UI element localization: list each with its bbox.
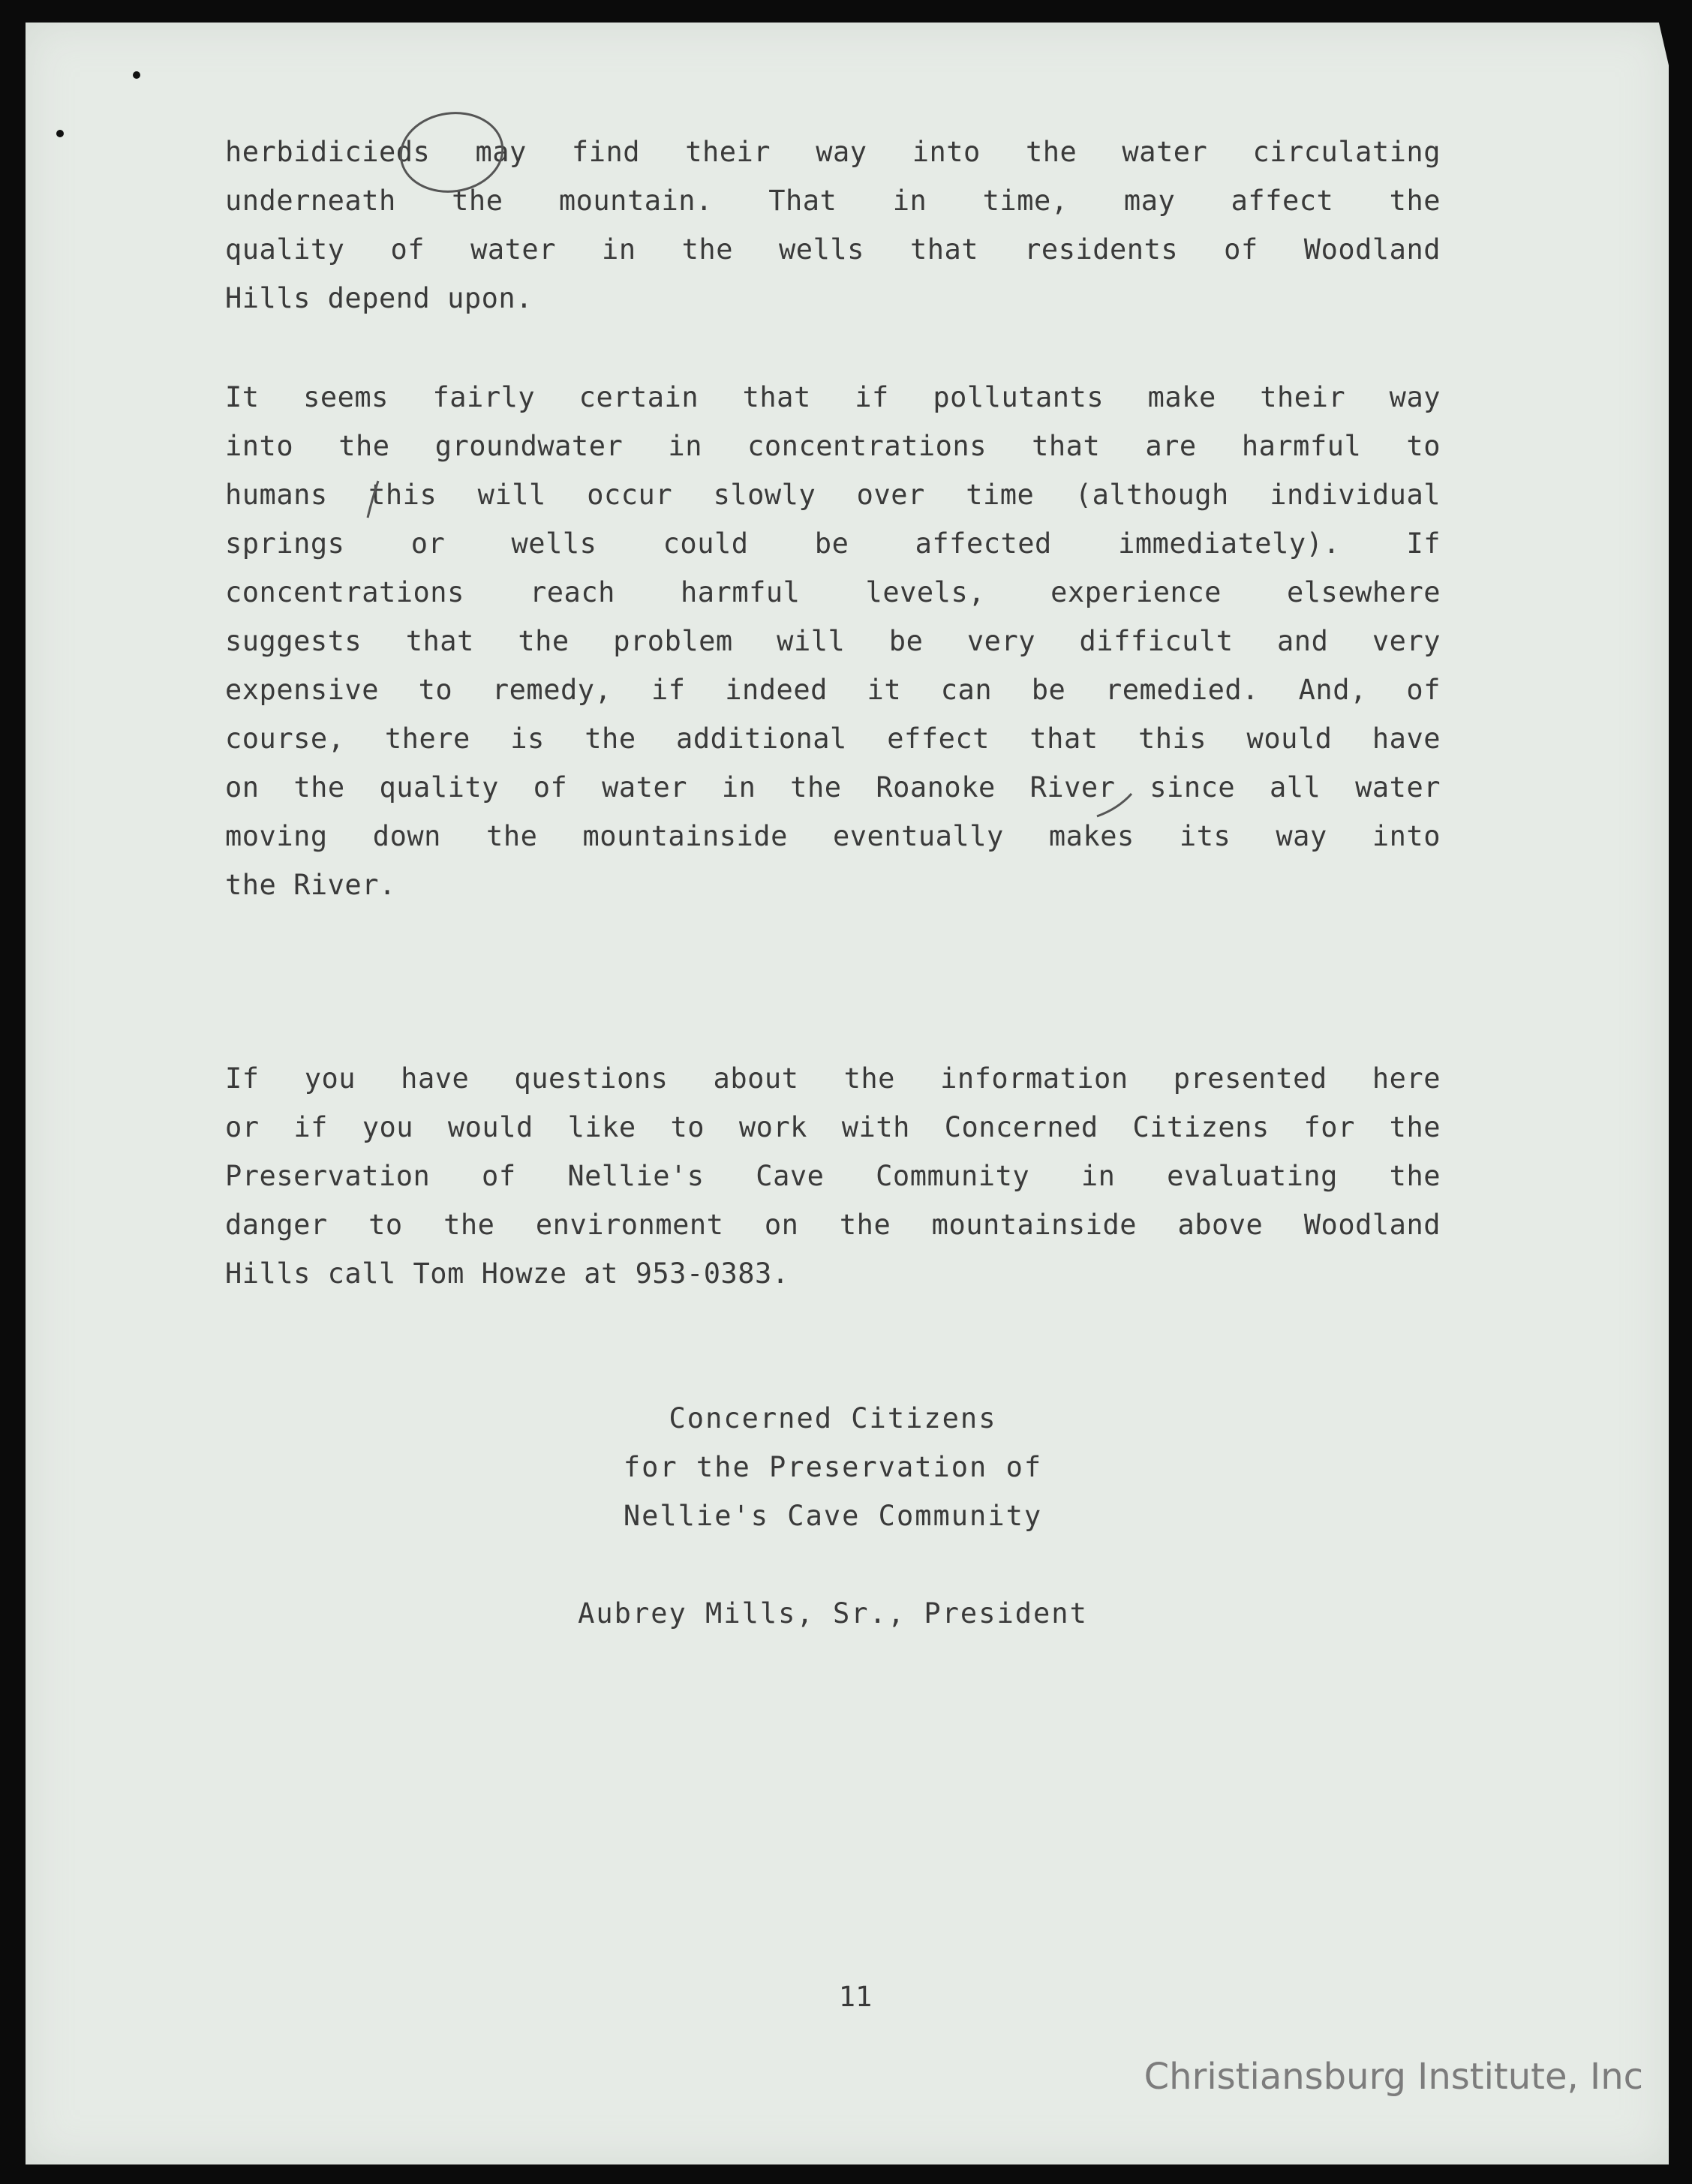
paragraph-1-line: Hills depend upon. (225, 282, 533, 314)
paragraph-2-line: the River. (225, 869, 396, 901)
paragraph-3-line: danger to the environment on the mountainside above Woodland (225, 1209, 1441, 1241)
paragraph-1-line: underneath the mountain. That in time, may affect the (225, 185, 1441, 217)
paragraph-3-line: If you have questions about the information presented here (225, 1062, 1441, 1095)
paragraph-2-line: springs or wells could be affected immediately). If (225, 527, 1441, 560)
organization-name-line: Concerned Citizens (669, 1402, 997, 1434)
paragraph-3-line: Hills call Tom Howze at 953-0383. (225, 1257, 789, 1290)
paragraph-2 (225, 373, 1441, 909)
paragraph-2-line: expensive to remedy, if indeed it can be remedied. And, of (225, 674, 1441, 706)
signer-line: Aubrey Mills, Sr., President (578, 1597, 1088, 1630)
organization-name-line: Nellie's Cave Community (623, 1500, 1043, 1532)
paragraph-3-line: or if you would like to work with Concerned Citizens for the (225, 1111, 1441, 1143)
paragraph-2-line: moving down the mountainside eventually makes its way into (225, 820, 1441, 852)
page-number: 11 (838, 1981, 873, 2013)
paragraph-3 (225, 1054, 1441, 1298)
watermark: Christiansburg Institute, Inc (1144, 2056, 1643, 2098)
signature-block (225, 1394, 1441, 1638)
paragraph-2-line: course, there is the additional effect that this would have (225, 722, 1441, 755)
paragraph-2-line: suggests that the problem will be very difficult and very (225, 625, 1441, 657)
paragraph-1-line: quality of water in the wells that residents of Woodland (225, 233, 1441, 266)
paragraph-1 (225, 128, 1441, 323)
organization-name-line: for the Preservation of (623, 1451, 1043, 1483)
paragraph-2-line: on the quality of water in the Roanoke River since all water (225, 771, 1441, 804)
paragraph-3-line: Preservation of Nellie's Cave Community in evaluating the (225, 1160, 1441, 1192)
paragraph-2-line: It seems fairly certain that if pollutants make their way (225, 381, 1441, 413)
paragraph-2-line: humans this will occur slowly over time (although individual (225, 479, 1441, 511)
paragraph-1-line: herbidicieds may find their way into the water circulating (225, 136, 1441, 168)
paragraph-2-line: concentrations reach harmful levels, experience elsewhere (225, 576, 1441, 608)
paragraph-2-line: into the groundwater in concentrations that are harmful to (225, 430, 1441, 462)
